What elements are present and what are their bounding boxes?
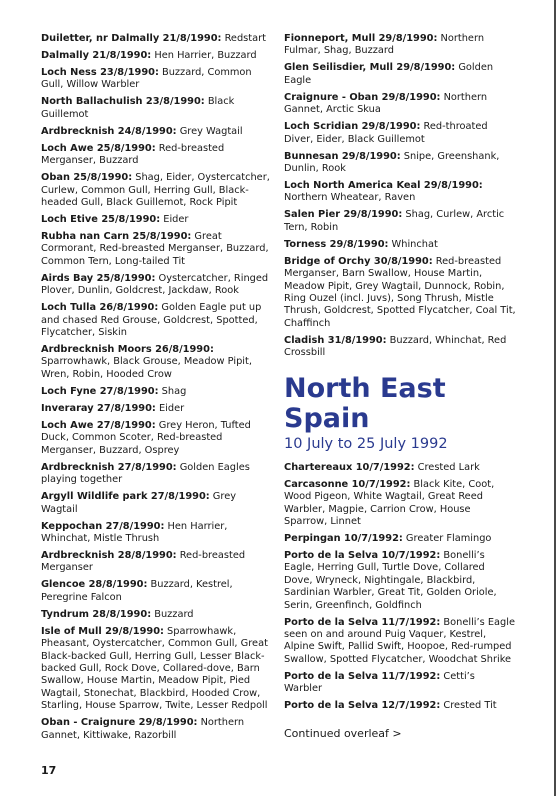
location-date: Ardbrecknish Moors 26/8/1990:	[41, 344, 214, 356]
location-date: Porto de la Selva 12/7/1992:	[284, 700, 441, 712]
bird-species: Red-breasted Merganser, Barn Swallow, House Martin, Meadow Pipit, Grey Wagtail, Dunnock, Robin, Ring Ouzel (incl. Juvs), Song Thrush, Mistle Thrush, Goldcrest, Spotted Flycatcher, Coal Tit, Chaffinch	[284, 255, 516, 329]
bird-species: Black Kite, Coot, Wood Pigeon, White Wagtail, Great Reed Warbler, Magpie, Carrion Crow, House Sparrow, Linnet	[284, 478, 495, 527]
sighting-entry	[284, 462, 516, 474]
bird-species: Sparrowhawk, Black Grouse, Meadow Pipit, Wren, Robin, Hooded Crow	[41, 356, 252, 380]
bird-species: Red-breasted Merganser	[41, 549, 246, 574]
sighting-entry	[284, 121, 516, 146]
section-title: North East Spain	[284, 372, 446, 434]
location-date: Bridge of Orchy 30/8/1990:	[284, 255, 433, 267]
location-date: Oban 25/8/1990:	[41, 172, 133, 184]
location-date: Tyndrum 28/8/1990:	[41, 608, 152, 620]
location-date: Oban - Craignure 29/8/1990:	[41, 717, 198, 729]
bird-species: Buzzard	[151, 608, 194, 620]
bird-species: Grey Wagtail	[41, 491, 237, 515]
sighting-entry	[284, 671, 516, 696]
bird-species: Great Cormorant, Red-breasted Merganser, Buzzard, Common Tern, Long-tailed Tit	[41, 231, 269, 267]
sighting-entry	[41, 386, 273, 398]
bird-species: Sparrowhawk, Pheasant, Oystercatcher, Common Gull, Great Black-backed Gull, Herring Gull, Lesser Black-backed Gull, Rock Dove, Collared-dove, Barn Swallow, House Martin, Meadow Pipit, Pied Wagtail, Stonechat, Blackbird, Hooded Crow, Starling, House Sparrow, Twite, Lesser Redpoll	[41, 625, 268, 712]
sighting-entry	[41, 579, 273, 604]
sighting-entry	[41, 717, 273, 742]
sighting-entry	[41, 67, 273, 92]
location-date: Bunnesan 29/8/1990:	[284, 150, 401, 162]
bird-species: Crested Tit	[440, 700, 497, 712]
bird-species: Northern Gannet, Arctic Skua	[284, 91, 488, 116]
location-date: Chartereaux 10/7/1992:	[284, 461, 415, 473]
location-date: Loch Awe 25/8/1990:	[41, 142, 156, 154]
sighting-entry	[41, 609, 273, 621]
sighting-entry	[41, 462, 273, 487]
location-date: Isle of Mull 29/8/1990:	[41, 625, 164, 637]
sighting-entry	[41, 403, 273, 415]
location-date: Porto de la Selva 10/7/1992:	[284, 549, 441, 561]
sighting-entry	[41, 126, 273, 138]
sighting-entry	[41, 521, 273, 546]
location-date: Ardbrecknish 24/8/1990:	[41, 125, 177, 137]
bird-species: Buzzard, Common Gull, Willow Warbler	[41, 67, 252, 91]
location-date: Loch Fyne 27/8/1990:	[41, 385, 159, 397]
sighting-entry	[41, 273, 273, 298]
sighting-entry	[284, 33, 516, 58]
location-date: Dalmally 21/8/1990:	[41, 50, 152, 61]
location-date: Loch Tulla 26/8/1990:	[41, 302, 159, 314]
sighting-entry	[284, 151, 516, 176]
bird-species: Crested Lark	[414, 461, 480, 473]
location-date: Duiletter, nr Dalmally 21/8/1990:	[41, 33, 222, 44]
sighting-entry	[41, 626, 273, 713]
sighting-entry	[284, 617, 516, 667]
location-date: Rubha nan Carn 25/8/1990:	[41, 231, 192, 243]
section-dates: 10 July to 25 July 1992	[284, 435, 448, 452]
bird-species: Eider	[160, 214, 189, 226]
location-date: Glencoe 28/8/1990:	[41, 579, 148, 591]
bird-species: Shag, Eider, Oystercatcher, Curlew, Common Gull, Herring Gull, Black-headed Gull, Black Guillemot, Rock Pipit	[41, 172, 270, 209]
location-date: Loch Etive 25/8/1990:	[41, 214, 161, 226]
bird-species: Buzzard, Whinchat, Red Crossbill	[284, 334, 507, 359]
sighting-entry	[41, 420, 273, 457]
location-date: Cladish 31/8/1990:	[284, 334, 387, 346]
location-date: Argyll Wildlife park 27/8/1990:	[41, 491, 210, 503]
sighting-entry	[284, 335, 516, 360]
sighting-entry	[284, 180, 516, 205]
sighting-entry	[284, 550, 516, 612]
location-date: Loch Ness 23/8/1990:	[41, 67, 159, 78]
sighting-entry	[41, 96, 273, 121]
bird-species: Snipe, Greenshank, Dunlin, Rook	[284, 150, 500, 175]
sighting-entry	[41, 33, 273, 45]
sighting-entry	[284, 209, 516, 234]
sighting-entry	[284, 92, 516, 117]
location-date: Porto de la Selva 11/7/1992:	[284, 616, 441, 628]
location-date: Airds Bay 25/8/1990:	[41, 272, 156, 284]
location-date: Porto de la Selva 11/7/1992:	[284, 670, 441, 682]
sighting-entry	[41, 214, 273, 226]
sighting-entry	[41, 344, 273, 381]
bird-species: Black Guillemot	[41, 96, 235, 120]
sighting-entry	[284, 239, 516, 251]
location-date: Craignure - Oban 29/8/1990:	[284, 91, 441, 103]
sighting-entry	[41, 50, 273, 62]
bird-species: Golden Eagles playing together	[41, 461, 250, 486]
location-date: North Ballachulish 23/8/1990:	[41, 96, 205, 108]
sighting-entry	[284, 256, 516, 330]
location-date: Loch Scridian 29/8/1990:	[284, 121, 421, 133]
bird-species: Northern Fulmar, Shag, Buzzard	[284, 33, 485, 57]
bird-species: Bonelli’s Eagle seen on and around Puig Vaquer, Kestrel, Alpine Swift, Pallid Swift, Hoopoe, Red-rumped Swallow, Spotted Flycatcher, Woodchat Shrike	[284, 616, 516, 665]
location-date: Perpingan 10/7/1992:	[284, 532, 403, 544]
sighting-entry	[41, 172, 273, 209]
bird-species: Hen Harrier, Buzzard	[151, 50, 257, 61]
spain-entries	[284, 462, 516, 713]
bird-species: Golden Eagle	[284, 62, 494, 86]
location-date: Torness 29/8/1990:	[284, 238, 389, 250]
bird-species: Grey Heron, Tufted Duck, Common Scoter, Red-breasted Merganser, Buzzard, Osprey	[41, 419, 251, 456]
scotland-entries-continued	[284, 33, 516, 360]
bird-species: Shag, Curlew, Arctic Tern, Robin	[284, 209, 505, 233]
location-date: Ardbrecknish 27/8/1990:	[41, 461, 177, 473]
right-column	[284, 33, 516, 741]
sighting-entry	[284, 700, 516, 712]
sighting-entry	[284, 62, 516, 87]
bird-species: Eider	[155, 402, 185, 414]
sighting-entry	[41, 231, 273, 268]
location-date: Carcasonne 10/7/1992:	[284, 478, 411, 490]
location-date: Inveraray 27/8/1990:	[41, 402, 156, 414]
bird-species: Northern Gannet, Kittiwake, Razorbill	[41, 717, 245, 741]
location-date: Fionneport, Mull 29/8/1990:	[284, 33, 438, 44]
bird-species: Shag	[158, 385, 187, 397]
location-date: Keppochan 27/8/1990:	[41, 520, 165, 532]
bird-species: Greater Flamingo	[402, 532, 492, 544]
sighting-entry	[41, 302, 273, 339]
sighting-entry	[41, 550, 273, 575]
location-date: Salen Pier 29/8/1990:	[284, 209, 403, 221]
sighting-entry	[284, 479, 516, 529]
sighting-entry	[41, 491, 273, 516]
location-date: Loch Awe 27/8/1990:	[41, 419, 156, 431]
bird-species: Bonelli’s Eagle, Herring Gull, Turtle Dove, Collared Dove, Wryneck, Nightingale, Blackbird, Sardinian Warbler, Great Tit, Golden Oriole, Serin, Greenfinch, Goldfinch	[284, 549, 497, 611]
bird-species: Golden Eagle put up and chased Red Grouse, Goldcrest, Spotted, Flycatcher, Siskin	[41, 302, 262, 339]
location-date: Loch North America Keal 29/8/1990:	[284, 180, 483, 192]
location-date: Ardbrecknish 28/8/1990:	[41, 549, 177, 561]
sighting-entry	[284, 533, 516, 545]
bird-species: Grey Wagtail	[176, 125, 243, 137]
sighting-entry	[41, 143, 273, 168]
continued-overleaf: Continued overleaf >	[284, 726, 402, 740]
bird-species: Hen Harrier, Whinchat, Mistle Thrush	[41, 520, 228, 544]
bird-species: Red-throated Diver, Eider, Black Guillemot	[284, 121, 488, 145]
bird-species: Redstart	[221, 33, 266, 44]
page-number: 17	[41, 764, 57, 777]
bird-species: Buzzard, Kestrel, Peregrine Falcon	[41, 579, 233, 603]
bird-species: Whinchat	[388, 238, 438, 250]
left-column	[41, 33, 273, 747]
bird-species: Cetti’s Warbler	[284, 670, 475, 695]
bird-species: Northern Wheatear, Raven	[284, 192, 416, 204]
bird-species: Oystercatcher, Ringed Plover, Dunlin, Goldcrest, Jackdaw, Rook	[41, 272, 269, 297]
location-date: Glen Seilisdier, Mull 29/8/1990:	[284, 62, 456, 74]
bird-species: Red-breasted Merganser, Buzzard	[41, 142, 225, 167]
